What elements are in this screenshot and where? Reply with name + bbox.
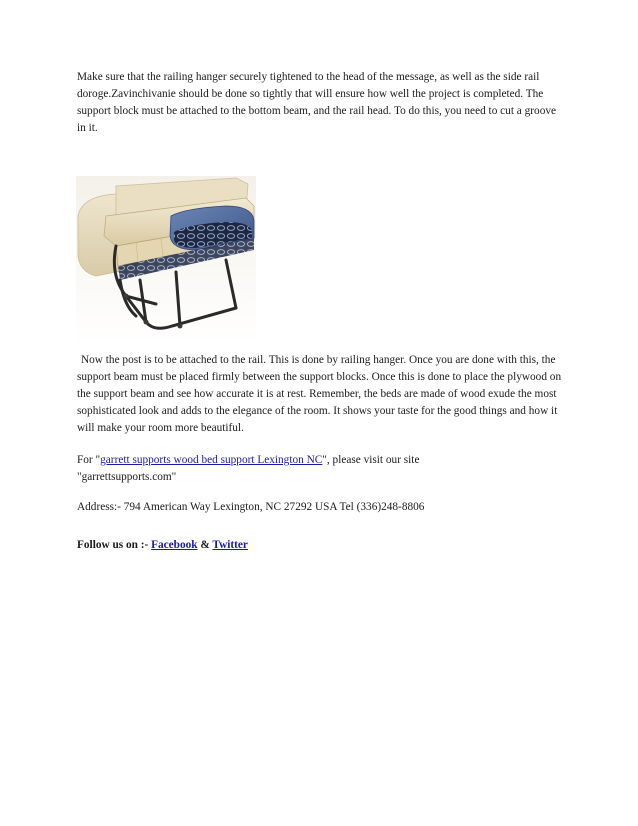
facebook-link[interactable]: Facebook (151, 539, 198, 551)
site-name: "garrettsupports.com" (77, 471, 177, 483)
sofa-bed-illustration (76, 176, 256, 346)
site-link[interactable]: garrett supports wood bed support Lexington NC (100, 454, 323, 466)
visit-paragraph (77, 452, 563, 486)
follow-paragraph (77, 537, 563, 554)
address-paragraph (77, 499, 563, 516)
follow-separator: :- (137, 539, 152, 551)
paragraph-1-wrap (77, 69, 563, 137)
visit-prefix: For " (77, 454, 101, 466)
paragraph-2: Now the post is to be attached to the rail. This is done by railing hanger. Once you are done with this, the support beam must be placed firmly between the support blocks. Once this is done to place the plywood on the support beam and see how accurate it is at rest. Remember, the beds are made of wood exude the most sophisticated look and adds to the elegance of the room. It shows your taste for the good things and how it will make your room more beautiful. (77, 354, 562, 434)
visit-middle: ", please visit our site (322, 454, 420, 466)
twitter-link[interactable]: Twitter (212, 539, 248, 551)
address-text: Address:- 794 American Way Lexington, NC 27292 USA Tel (336)248-8806 (77, 501, 425, 513)
paragraph-1: Make sure that the railing hanger securely tightened to the head of the message, as well as the side rail doroge.Zavinchivanie should be done so tightly that will ensure how well the project is completed. The support block must be attached to the bottom beam, and the rail head. To do this, you need to cut a groove in it. (77, 71, 557, 134)
follow-label: Follow us on (77, 539, 138, 551)
follow-amp: & (197, 539, 213, 551)
paragraph-2-wrap (77, 352, 563, 437)
sofa-bed-image (76, 176, 256, 346)
